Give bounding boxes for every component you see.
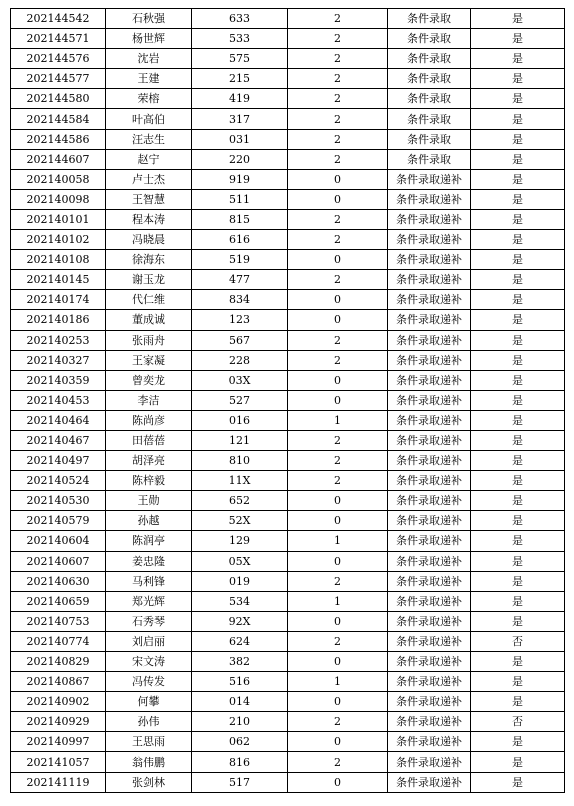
table-row xyxy=(11,712,565,732)
count-cell: 0 xyxy=(288,692,388,712)
id-suffix-cell: 519 xyxy=(192,250,288,270)
admission-type-cell: 条件录取递补 xyxy=(388,551,471,571)
admission-type-cell: 条件录取 xyxy=(388,129,471,149)
eligible-cell: 是 xyxy=(471,250,565,270)
count-cell: 2 xyxy=(288,89,388,109)
name-cell: 谢玉龙 xyxy=(106,270,192,290)
table-row xyxy=(11,230,565,250)
eligible-cell: 是 xyxy=(471,370,565,390)
admission-type-cell: 条件录取递补 xyxy=(388,209,471,229)
id-suffix-cell: 815 xyxy=(192,209,288,229)
name-cell: 董成诚 xyxy=(106,310,192,330)
admission-type-cell: 条件录取递补 xyxy=(388,511,471,531)
admission-type-cell: 条件录取递补 xyxy=(388,390,471,410)
admission-type-cell: 条件录取 xyxy=(388,109,471,129)
student-id-cell: 202140102 xyxy=(11,230,106,250)
admission-type-cell: 条件录取递补 xyxy=(388,692,471,712)
eligible-cell: 是 xyxy=(471,752,565,772)
count-cell: 0 xyxy=(288,310,388,330)
table-row xyxy=(11,672,565,692)
eligible-cell: 是 xyxy=(471,350,565,370)
id-suffix-cell: 031 xyxy=(192,129,288,149)
eligible-cell: 是 xyxy=(471,129,565,149)
admission-type-cell: 条件录取递补 xyxy=(388,350,471,370)
id-suffix-cell: 123 xyxy=(192,310,288,330)
name-cell: 石秋强 xyxy=(106,9,192,29)
table-row xyxy=(11,451,565,471)
table-row xyxy=(11,290,565,310)
student-id-cell: 202140101 xyxy=(11,209,106,229)
table-row xyxy=(11,169,565,189)
eligible-cell: 是 xyxy=(471,230,565,250)
count-cell: 2 xyxy=(288,109,388,129)
id-suffix-cell: 816 xyxy=(192,752,288,772)
name-cell: 杨世辉 xyxy=(106,29,192,49)
id-suffix-cell: 210 xyxy=(192,712,288,732)
admission-type-cell: 条件录取 xyxy=(388,69,471,89)
admission-type-cell: 条件录取递补 xyxy=(388,430,471,450)
student-id-cell: 202140774 xyxy=(11,631,106,651)
table-row xyxy=(11,270,565,290)
eligible-cell: 是 xyxy=(471,471,565,491)
admission-type-cell: 条件录取递补 xyxy=(388,652,471,672)
table-row xyxy=(11,732,565,752)
student-id-cell: 202144576 xyxy=(11,49,106,69)
count-cell: 2 xyxy=(288,430,388,450)
table-row xyxy=(11,752,565,772)
id-suffix-cell: 121 xyxy=(192,430,288,450)
admission-type-cell: 条件录取递补 xyxy=(388,330,471,350)
student-id-cell: 202140929 xyxy=(11,712,106,732)
student-id-cell: 202140453 xyxy=(11,390,106,410)
admission-type-cell: 条件录取递补 xyxy=(388,772,471,792)
name-cell: 徐海东 xyxy=(106,250,192,270)
name-cell: 王思雨 xyxy=(106,732,192,752)
name-cell: 翁伟鹏 xyxy=(106,752,192,772)
admission-type-cell: 条件录取递补 xyxy=(388,611,471,631)
id-suffix-cell: 05X xyxy=(192,551,288,571)
student-id-cell: 202140497 xyxy=(11,451,106,471)
name-cell: 王建 xyxy=(106,69,192,89)
table-row xyxy=(11,531,565,551)
student-id-cell: 202144607 xyxy=(11,149,106,169)
name-cell: 孙伟 xyxy=(106,712,192,732)
id-suffix-cell: 652 xyxy=(192,491,288,511)
name-cell: 陈尚彦 xyxy=(106,410,192,430)
eligible-cell: 是 xyxy=(471,270,565,290)
id-suffix-cell: 624 xyxy=(192,631,288,651)
admission-table xyxy=(10,8,565,793)
id-suffix-cell: 477 xyxy=(192,270,288,290)
count-cell: 1 xyxy=(288,410,388,430)
id-suffix-cell: 517 xyxy=(192,772,288,792)
student-id-cell: 202140997 xyxy=(11,732,106,752)
name-cell: 孙越 xyxy=(106,511,192,531)
count-cell: 2 xyxy=(288,571,388,591)
count-cell: 0 xyxy=(288,290,388,310)
count-cell: 2 xyxy=(288,471,388,491)
admission-type-cell: 条件录取 xyxy=(388,9,471,29)
count-cell: 2 xyxy=(288,330,388,350)
table-row xyxy=(11,611,565,631)
name-cell: 程本涛 xyxy=(106,209,192,229)
student-id-cell: 202140659 xyxy=(11,591,106,611)
id-suffix-cell: 511 xyxy=(192,189,288,209)
count-cell: 2 xyxy=(288,230,388,250)
student-id-cell: 202140327 xyxy=(11,350,106,370)
eligible-cell: 是 xyxy=(471,29,565,49)
admission-type-cell: 条件录取递补 xyxy=(388,631,471,651)
id-suffix-cell: 215 xyxy=(192,69,288,89)
id-suffix-cell: 919 xyxy=(192,169,288,189)
name-cell: 叶高伯 xyxy=(106,109,192,129)
student-id-cell: 202140524 xyxy=(11,471,106,491)
student-id-cell: 202144577 xyxy=(11,69,106,89)
eligible-cell: 是 xyxy=(471,531,565,551)
student-id-cell: 202141057 xyxy=(11,752,106,772)
count-cell: 2 xyxy=(288,350,388,370)
admission-type-cell: 条件录取递补 xyxy=(388,752,471,772)
student-id-cell: 202140108 xyxy=(11,250,106,270)
table-row xyxy=(11,631,565,651)
id-suffix-cell: 129 xyxy=(192,531,288,551)
table-row xyxy=(11,149,565,169)
name-cell: 冯传发 xyxy=(106,672,192,692)
id-suffix-cell: 419 xyxy=(192,89,288,109)
id-suffix-cell: 527 xyxy=(192,390,288,410)
name-cell: 胡泽亮 xyxy=(106,451,192,471)
student-id-cell: 202140829 xyxy=(11,652,106,672)
admission-type-cell: 条件录取递补 xyxy=(388,189,471,209)
table-row xyxy=(11,310,565,330)
count-cell: 0 xyxy=(288,652,388,672)
student-id-cell: 202140145 xyxy=(11,270,106,290)
id-suffix-cell: 03X xyxy=(192,370,288,390)
eligible-cell: 是 xyxy=(471,89,565,109)
student-id-cell: 202140630 xyxy=(11,571,106,591)
table-row xyxy=(11,109,565,129)
count-cell: 0 xyxy=(288,169,388,189)
count-cell: 0 xyxy=(288,551,388,571)
id-suffix-cell: 834 xyxy=(192,290,288,310)
count-cell: 2 xyxy=(288,209,388,229)
id-suffix-cell: 810 xyxy=(192,451,288,471)
name-cell: 冯晓晨 xyxy=(106,230,192,250)
count-cell: 2 xyxy=(288,712,388,732)
id-suffix-cell: 019 xyxy=(192,571,288,591)
eligible-cell: 是 xyxy=(471,491,565,511)
id-suffix-cell: 228 xyxy=(192,350,288,370)
eligible-cell: 是 xyxy=(471,169,565,189)
id-suffix-cell: 062 xyxy=(192,732,288,752)
name-cell: 王勋 xyxy=(106,491,192,511)
name-cell: 陈润亭 xyxy=(106,531,192,551)
student-id-cell: 202144580 xyxy=(11,89,106,109)
name-cell: 郑光辉 xyxy=(106,591,192,611)
count-cell: 0 xyxy=(288,370,388,390)
count-cell: 0 xyxy=(288,390,388,410)
student-id-cell: 202140579 xyxy=(11,511,106,531)
student-id-cell: 202140467 xyxy=(11,430,106,450)
id-suffix-cell: 220 xyxy=(192,149,288,169)
eligible-cell: 是 xyxy=(471,149,565,169)
student-id-cell: 202140098 xyxy=(11,189,106,209)
id-suffix-cell: 382 xyxy=(192,652,288,672)
count-cell: 1 xyxy=(288,531,388,551)
eligible-cell: 是 xyxy=(471,692,565,712)
student-id-cell: 202140902 xyxy=(11,692,106,712)
table-row xyxy=(11,250,565,270)
name-cell: 张剑林 xyxy=(106,772,192,792)
name-cell: 何攀 xyxy=(106,692,192,712)
eligible-cell: 是 xyxy=(471,330,565,350)
table-row xyxy=(11,390,565,410)
student-id-cell: 202140253 xyxy=(11,330,106,350)
eligible-cell: 是 xyxy=(471,672,565,692)
student-id-cell: 202144542 xyxy=(11,9,106,29)
eligible-cell: 是 xyxy=(471,611,565,631)
admission-type-cell: 条件录取递补 xyxy=(388,250,471,270)
eligible-cell: 是 xyxy=(471,109,565,129)
table-row xyxy=(11,571,565,591)
admission-type-cell: 条件录取递补 xyxy=(388,491,471,511)
eligible-cell: 是 xyxy=(471,451,565,471)
table-row xyxy=(11,370,565,390)
student-id-cell: 202144584 xyxy=(11,109,106,129)
table-row xyxy=(11,772,565,792)
admission-type-cell: 条件录取递补 xyxy=(388,290,471,310)
table-row xyxy=(11,129,565,149)
table-row xyxy=(11,491,565,511)
table-row xyxy=(11,330,565,350)
name-cell: 李洁 xyxy=(106,390,192,410)
table-row xyxy=(11,652,565,672)
id-suffix-cell: 516 xyxy=(192,672,288,692)
count-cell: 0 xyxy=(288,189,388,209)
name-cell: 曾奕龙 xyxy=(106,370,192,390)
name-cell: 宋文涛 xyxy=(106,652,192,672)
admission-type-cell: 条件录取递补 xyxy=(388,169,471,189)
eligible-cell: 否 xyxy=(471,631,565,651)
name-cell: 张雨舟 xyxy=(106,330,192,350)
eligible-cell: 是 xyxy=(471,772,565,792)
count-cell: 2 xyxy=(288,752,388,772)
student-id-cell: 202144571 xyxy=(11,29,106,49)
count-cell: 2 xyxy=(288,29,388,49)
admission-type-cell: 条件录取递补 xyxy=(388,451,471,471)
eligible-cell: 是 xyxy=(471,551,565,571)
count-cell: 2 xyxy=(288,149,388,169)
id-suffix-cell: 014 xyxy=(192,692,288,712)
table-row xyxy=(11,49,565,69)
admission-type-cell: 条件录取递补 xyxy=(388,310,471,330)
table-row xyxy=(11,350,565,370)
admission-table-body xyxy=(11,9,565,793)
name-cell: 刘启丽 xyxy=(106,631,192,651)
eligible-cell: 是 xyxy=(471,430,565,450)
admission-type-cell: 条件录取递补 xyxy=(388,531,471,551)
student-id-cell: 202140464 xyxy=(11,410,106,430)
table-row xyxy=(11,430,565,450)
admission-type-cell: 条件录取递补 xyxy=(388,230,471,250)
student-id-cell: 202140186 xyxy=(11,310,106,330)
name-cell: 汪志生 xyxy=(106,129,192,149)
admission-type-cell: 条件录取 xyxy=(388,29,471,49)
table-row xyxy=(11,511,565,531)
admission-type-cell: 条件录取递补 xyxy=(388,471,471,491)
name-cell: 石秀琴 xyxy=(106,611,192,631)
admission-type-cell: 条件录取递补 xyxy=(388,270,471,290)
eligible-cell: 是 xyxy=(471,9,565,29)
student-id-cell: 202140604 xyxy=(11,531,106,551)
count-cell: 0 xyxy=(288,732,388,752)
count-cell: 1 xyxy=(288,672,388,692)
table-row xyxy=(11,89,565,109)
name-cell: 姜忠隆 xyxy=(106,551,192,571)
table-row xyxy=(11,29,565,49)
id-suffix-cell: 52X xyxy=(192,511,288,531)
eligible-cell: 是 xyxy=(471,732,565,752)
student-id-cell: 202141119 xyxy=(11,772,106,792)
admission-type-cell: 条件录取 xyxy=(388,149,471,169)
student-id-cell: 202140867 xyxy=(11,672,106,692)
name-cell: 赵宁 xyxy=(106,149,192,169)
table-row xyxy=(11,69,565,89)
count-cell: 2 xyxy=(288,9,388,29)
count-cell: 2 xyxy=(288,451,388,471)
eligible-cell: 否 xyxy=(471,712,565,732)
id-suffix-cell: 534 xyxy=(192,591,288,611)
table-row xyxy=(11,591,565,611)
name-cell: 卢士杰 xyxy=(106,169,192,189)
admission-type-cell: 条件录取递补 xyxy=(388,370,471,390)
eligible-cell: 是 xyxy=(471,209,565,229)
name-cell: 代仁维 xyxy=(106,290,192,310)
table-row xyxy=(11,9,565,29)
admission-type-cell: 条件录取递补 xyxy=(388,672,471,692)
id-suffix-cell: 92X xyxy=(192,611,288,631)
eligible-cell: 是 xyxy=(471,390,565,410)
eligible-cell: 是 xyxy=(471,189,565,209)
student-id-cell: 202140753 xyxy=(11,611,106,631)
table-row xyxy=(11,551,565,571)
eligible-cell: 是 xyxy=(471,591,565,611)
student-id-cell: 202140359 xyxy=(11,370,106,390)
id-suffix-cell: 016 xyxy=(192,410,288,430)
count-cell: 0 xyxy=(288,250,388,270)
count-cell: 0 xyxy=(288,611,388,631)
admission-type-cell: 条件录取 xyxy=(388,49,471,69)
student-id-cell: 202140530 xyxy=(11,491,106,511)
eligible-cell: 是 xyxy=(471,310,565,330)
id-suffix-cell: 633 xyxy=(192,9,288,29)
count-cell: 0 xyxy=(288,772,388,792)
id-suffix-cell: 317 xyxy=(192,109,288,129)
eligible-cell: 是 xyxy=(471,571,565,591)
admission-type-cell: 条件录取递补 xyxy=(388,712,471,732)
name-cell: 荣榕 xyxy=(106,89,192,109)
table-row xyxy=(11,209,565,229)
name-cell: 田蓓蓓 xyxy=(106,430,192,450)
name-cell: 陈梓毅 xyxy=(106,471,192,491)
id-suffix-cell: 575 xyxy=(192,49,288,69)
name-cell: 王智慧 xyxy=(106,189,192,209)
student-id-cell: 202140607 xyxy=(11,551,106,571)
admission-type-cell: 条件录取递补 xyxy=(388,571,471,591)
id-suffix-cell: 567 xyxy=(192,330,288,350)
table-row xyxy=(11,692,565,712)
student-id-cell: 202144586 xyxy=(11,129,106,149)
count-cell: 1 xyxy=(288,591,388,611)
count-cell: 0 xyxy=(288,491,388,511)
name-cell: 马利锋 xyxy=(106,571,192,591)
admission-type-cell: 条件录取递补 xyxy=(388,732,471,752)
eligible-cell: 是 xyxy=(471,652,565,672)
count-cell: 2 xyxy=(288,270,388,290)
count-cell: 2 xyxy=(288,631,388,651)
eligible-cell: 是 xyxy=(471,69,565,89)
count-cell: 2 xyxy=(288,129,388,149)
eligible-cell: 是 xyxy=(471,511,565,531)
admission-type-cell: 条件录取递补 xyxy=(388,410,471,430)
student-id-cell: 202140058 xyxy=(11,169,106,189)
eligible-cell: 是 xyxy=(471,410,565,430)
admission-type-cell: 条件录取 xyxy=(388,89,471,109)
name-cell: 王家凝 xyxy=(106,350,192,370)
name-cell: 沈岩 xyxy=(106,49,192,69)
count-cell: 2 xyxy=(288,49,388,69)
table-row xyxy=(11,189,565,209)
admission-type-cell: 条件录取递补 xyxy=(388,591,471,611)
table-row xyxy=(11,410,565,430)
student-id-cell: 202140174 xyxy=(11,290,106,310)
id-suffix-cell: 533 xyxy=(192,29,288,49)
eligible-cell: 是 xyxy=(471,49,565,69)
count-cell: 2 xyxy=(288,69,388,89)
count-cell: 0 xyxy=(288,511,388,531)
eligible-cell: 是 xyxy=(471,290,565,310)
table-row xyxy=(11,471,565,491)
id-suffix-cell: 11X xyxy=(192,471,288,491)
id-suffix-cell: 616 xyxy=(192,230,288,250)
